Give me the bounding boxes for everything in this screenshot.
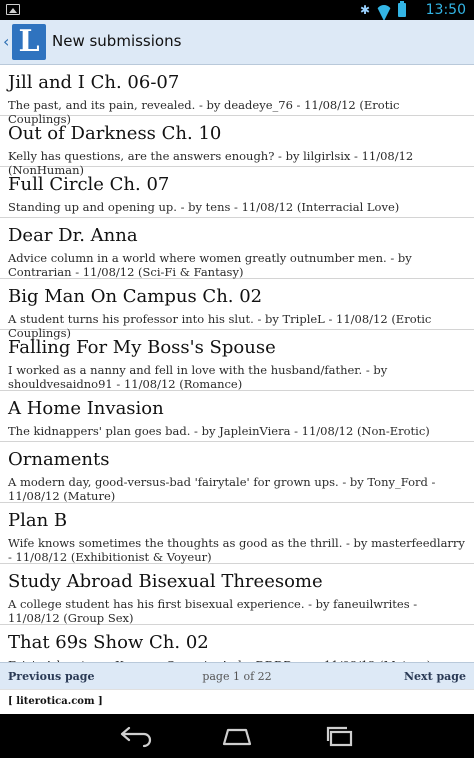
action-bar <box>0 20 474 65</box>
story-title[interactable]: Study Abroad Bisexual Threesome <box>8 571 323 592</box>
next-page-link[interactable]: Next page <box>403 670 466 683</box>
story-description: Standing up and opening up. - by tens - 11/08/12 (Interracial Love) <box>8 200 400 214</box>
list-item[interactable] <box>0 279 474 340</box>
story-description: Wife knows sometimes the thoughts as good as the thrill. - by masterfeedlarry - 11/08/12 (Exhibitionist & Voyeur) <box>8 536 465 564</box>
story-title[interactable]: Big Man On Campus Ch. 02 <box>8 286 263 307</box>
home-icon[interactable] <box>219 724 255 748</box>
story-description: Kelly has questions, are the answers enough? - by lilgirlsix - 11/08/12 (NonHuman) <box>8 149 414 177</box>
list-item[interactable] <box>0 503 474 564</box>
battery-icon <box>398 3 406 17</box>
list-item[interactable] <box>0 442 474 503</box>
page-indicator: page 1 of 22 <box>202 670 272 683</box>
previous-page-link[interactable]: Previous page <box>8 670 95 683</box>
page-title: New submissions <box>52 32 182 50</box>
story-description: A modern day, good-versus-bad 'fairytale' for grown ups. - by Tony_Ford - 11/08/12 (Mature) <box>8 475 436 503</box>
list-item[interactable] <box>0 564 474 625</box>
story-description: Advice column in a world where women greatly outnumber men. - by Contrarian - 11/08/12 (Sci-Fi & Fantasy) <box>8 251 412 279</box>
story-title[interactable]: Dear Dr. Anna <box>8 225 138 246</box>
story-title[interactable]: Falling For My Boss's Spouse <box>8 337 276 358</box>
list-item[interactable] <box>0 391 474 442</box>
story-title[interactable]: Jill and I Ch. 06-07 <box>8 72 180 93</box>
story-title[interactable]: Ornaments <box>8 449 110 470</box>
pagination-bar <box>0 662 474 689</box>
bluetooth-icon: ✱ <box>359 3 370 17</box>
story-title[interactable]: Plan B <box>8 510 68 531</box>
system-nav-bar <box>0 714 474 758</box>
story-description: The kidnappers' plan goes bad. - by JapleinViera - 11/08/12 (Non-Erotic) <box>8 424 430 438</box>
story-title[interactable]: Out of Darkness Ch. 10 <box>8 123 222 144</box>
story-description: A student turns his professor into his slut. - by TripleL - 11/08/12 (Erotic Couplings) <box>8 312 432 340</box>
story-title[interactable]: Full Circle Ch. 07 <box>8 174 170 195</box>
story-title[interactable]: A Home Invasion <box>8 398 164 419</box>
back-icon[interactable] <box>118 724 154 748</box>
list-item[interactable] <box>0 65 474 126</box>
status-time: 13:50 <box>425 2 466 18</box>
story-description: The past, and its pain, revealed. - by deadeye_76 - 11/08/12 (Erotic Couplings) <box>8 98 400 126</box>
list-item[interactable] <box>0 330 474 391</box>
image-notification-icon <box>6 4 20 15</box>
list-item[interactable] <box>0 167 474 218</box>
wifi-icon <box>376 3 392 17</box>
up-navigation-icon[interactable]: ‹ <box>3 32 10 51</box>
recent-apps-icon[interactable] <box>322 724 358 748</box>
list-item[interactable] <box>0 218 474 279</box>
site-footer <box>0 689 474 714</box>
list-item[interactable] <box>0 116 474 177</box>
story-description: I worked as a nanny and fell in love with the husband/father. - by shouldvesaidno91 - 11/08/12 (Romance) <box>8 363 388 391</box>
site-brand[interactable]: [ literotica.com ] <box>8 696 103 707</box>
story-title[interactable]: That 69s Show Ch. 02 <box>8 632 209 653</box>
status-bar <box>0 0 474 20</box>
story-description: A college student has his first bisexual experience. - by faneuilwrites - 11/08/12 (Group Sex) <box>8 597 418 625</box>
submissions-list <box>0 65 474 662</box>
app-logo[interactable]: L <box>12 24 46 60</box>
